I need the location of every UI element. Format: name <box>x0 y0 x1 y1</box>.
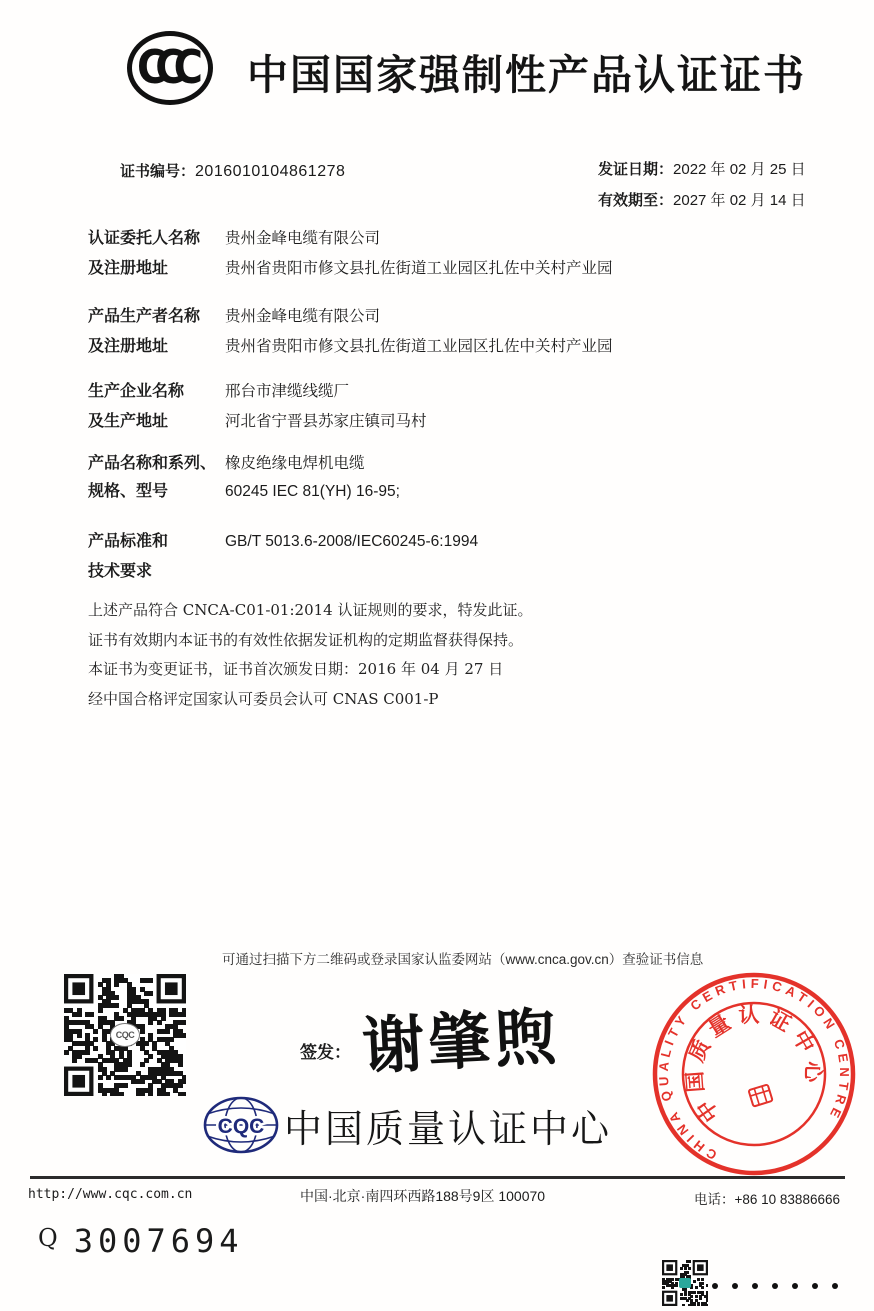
field-label-line: 规格、型号 <box>88 483 169 500</box>
dot-icon <box>732 1283 738 1289</box>
field-standard-value <box>225 527 795 557</box>
certificate-number-value: 2016010104861278 <box>195 163 346 180</box>
dot-icon <box>712 1283 718 1289</box>
dot-icon <box>772 1283 778 1289</box>
field-value-line: GB/T 5013.6-2008/IEC60245-6:1994 <box>225 533 479 550</box>
field-applicant-label <box>88 224 238 284</box>
valid-until-value: 2027 年 02 月 14 日 <box>673 192 806 209</box>
field-product-value <box>225 450 795 506</box>
footer-phone: 电话：+86 10 83886666 <box>694 1192 840 1207</box>
field-applicant-value <box>225 224 795 284</box>
field-value-line: 贵州省贵阳市修文县扎佐街道工业园区扎佐中关村产业园 <box>225 338 613 355</box>
field-label-line: 及注册地址 <box>88 338 169 355</box>
seal-center-emblem <box>749 1084 773 1106</box>
certificate-number-label: 证书编号： <box>120 162 196 180</box>
cqc-qr-center-icon <box>110 1023 140 1047</box>
valid-until <box>598 189 806 210</box>
qr-code-large <box>64 974 186 1096</box>
certificate-title: 中国国家强制性产品认证证书 <box>247 52 806 98</box>
signature-handwriting: 谢肇煦 <box>360 999 563 1084</box>
qr-code-small <box>662 1260 708 1306</box>
field-value-line: 邢台市津缆线缆厂 <box>225 383 350 400</box>
footer-divider <box>30 1176 845 1179</box>
dot-icon <box>752 1283 758 1289</box>
issue-date <box>598 158 806 179</box>
statement-line: 证书有效期内本证书的有效性依据发证机构的定期监督获得保持。 <box>88 630 524 649</box>
field-standard-label <box>88 527 238 587</box>
signed-by-label: 签发： <box>300 1043 351 1063</box>
certification-statement <box>88 596 788 714</box>
serial-number <box>38 1222 244 1260</box>
red-stamp-seal <box>648 968 860 1180</box>
field-value-line: 贵州金峰电缆有限公司 <box>225 308 381 325</box>
field-label-line: 及生产地址 <box>88 413 169 430</box>
field-label-line: 产品生产者名称 <box>88 308 201 325</box>
statement-line: 本证书为变更证书，证书首次颁发日期：2016 年 04 月 27 日 <box>88 660 504 678</box>
svg-text:中国质量认证中心: 中国质量认证中心 <box>683 1003 825 1126</box>
issue-date-label: 发证日期： <box>598 160 674 178</box>
svg-text:CHINA QUALITY CERTIFICATION CE: CHINA QUALITY CERTIFICATION CENTRE <box>655 975 853 1163</box>
field-value-line: 贵州金峰电缆有限公司 <box>225 230 381 247</box>
field-label-line: 技术要求 <box>88 563 153 580</box>
field-label-line: 产品标准和 <box>88 533 169 550</box>
field-value-line: 贵州省贵阳市修文县扎佐街道工业园区扎佐中关村产业园 <box>225 260 613 277</box>
cqc-globe-icon <box>201 1094 281 1161</box>
field-manufacturer-label <box>88 377 238 437</box>
ccc-mark-letters: CCC <box>136 41 193 95</box>
statement-line: 上述产品符合 CNCA-C01-01:2014 认证规则的要求，特发此证。 <box>88 601 533 619</box>
footer-website: http://www.cqc.com.cn <box>28 1187 193 1202</box>
field-value-line: 河北省宁晋县苏家庄镇司马村 <box>225 413 427 430</box>
field-product-label <box>88 450 238 506</box>
field-label-line: 生产企业名称 <box>88 383 185 400</box>
field-label-line: 认证委托人名称 <box>88 230 201 247</box>
verify-note: 可通过扫描下方二维码或登录国家认监委网站（www.cnca.gov.cn）查验证书信息 <box>222 952 704 967</box>
valid-until-label: 有效期至： <box>598 191 674 209</box>
ccc-mark-icon <box>127 31 213 105</box>
svg-text:CQC: CQC <box>217 1115 265 1138</box>
footer-address: 中国·北京·南四环西路188号9区 100070 <box>300 1188 546 1204</box>
cqc-letters: CQC <box>115 1030 135 1040</box>
serial-prefix: Q <box>38 1224 58 1252</box>
statement-line: 经中国合格评定国家认可委员会认可 CNAS C001-P <box>88 689 439 708</box>
dot-icon <box>792 1283 798 1289</box>
qr-small-center-icon <box>679 1278 691 1288</box>
serial-digits: 3007694 <box>73 1222 244 1260</box>
field-label-line: 及注册地址 <box>88 260 169 277</box>
field-value-line: 橡皮绝缘电焊机电缆 <box>225 455 365 472</box>
field-producer-value <box>225 302 795 362</box>
registration-dots <box>712 1283 838 1289</box>
issuer-name: 中国质量认证中心 <box>284 1109 613 1151</box>
dot-icon <box>812 1283 818 1289</box>
field-manufacturer-value <box>225 377 795 437</box>
field-value-line: 60245 IEC 81(YH) 16-95; <box>225 483 400 500</box>
dot-icon <box>832 1283 838 1289</box>
issue-date-value: 2022 年 02 月 25 日 <box>673 161 806 178</box>
certificate-number <box>120 160 345 181</box>
field-producer-label <box>88 302 238 362</box>
field-label-line: 产品名称和系列、 <box>88 455 217 472</box>
